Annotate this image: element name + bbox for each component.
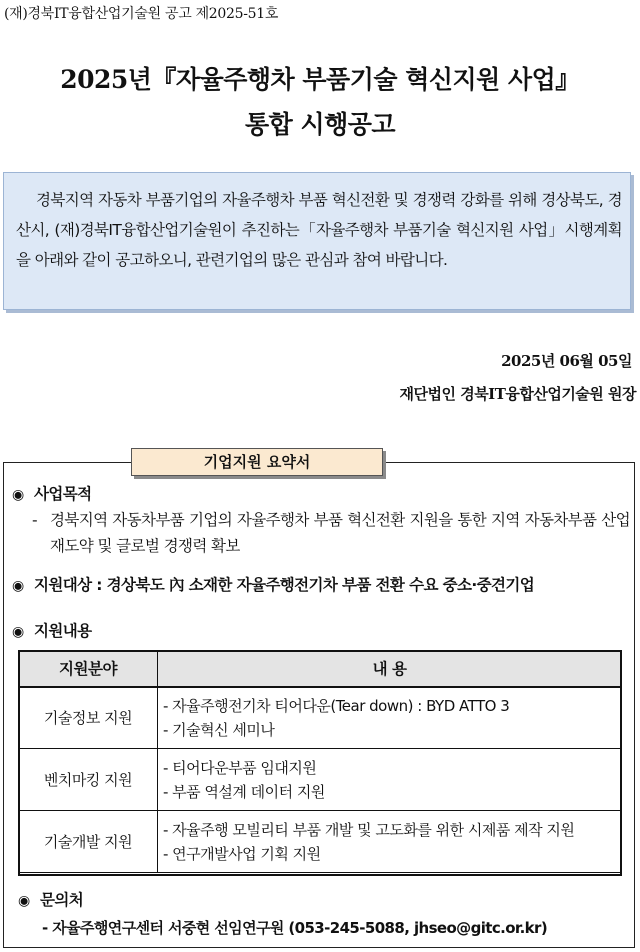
purpose-heading: ◉ 사업목적 <box>12 485 92 503</box>
table-row <box>19 749 622 811</box>
contact-heading: ◉ 문의처 <box>18 891 84 909</box>
table-row <box>19 811 622 873</box>
row-field: 기술정보 지원 <box>19 687 158 749</box>
row-field: 벤치마킹 지원 <box>19 749 158 811</box>
issuer-name: 재단법인 경북IT융합산업기술원 원장 <box>399 385 636 403</box>
header-content: 내 용 <box>158 651 622 687</box>
page-title-line2: 통합 시행공고 <box>244 110 396 139</box>
intro-text: 경북지역 자동차 부품기업의 자율주행차 부품 혁신전환 및 경쟁력 강화를 위해 경상북도, 경산시, (재)경북IT융합산업기술원이 추진하는「자율주행차 부품기술 혁신지원 사업」시행계획을 아래와 같이 공고하오니, 관련기업의 많은 관심과 참여 바랍니다. <box>16 191 622 269</box>
row-item: - 기술혁신 세미나 <box>163 720 275 739</box>
row-item: - 자율주행 모빌리티 부품 개발 및 고도화를 위한 시제품 제작 지원 <box>163 820 575 839</box>
table-header-row <box>19 651 622 687</box>
bullet-icon: ◉ <box>18 893 30 909</box>
header-field: 지원분야 <box>19 651 158 687</box>
bullet-icon: ◉ <box>12 578 24 594</box>
doc-number: (재)경북IT융합산업기술원 공고 제2025-51호 <box>4 6 279 22</box>
target-heading: ◉ 지원대상 : 경상북도 內 소재한 자율주행전기차 부품 전환 수요 중소·중견기업 <box>12 576 535 594</box>
row-field: 기술개발 지원 <box>19 811 158 873</box>
row-item: - 티어다운부품 임대지원 <box>163 758 317 777</box>
purpose-body: 경북지역 자동차부품 기업의 자율주행차 부품 혁신전환 지원을 통한 지역 자동차부품 산업 재도약 및 글로벌 경쟁력 확보 <box>50 511 630 555</box>
purpose-text <box>32 507 630 559</box>
bullet-icon: ◉ <box>12 487 24 503</box>
bullet-icon: ◉ <box>12 624 24 640</box>
dash-marker: - <box>32 511 37 529</box>
summary-title: 기업지원 요약서 <box>131 448 383 476</box>
row-item: - 부품 역설계 데이터 지원 <box>163 782 325 801</box>
table-row <box>19 687 622 749</box>
support-table <box>18 650 622 873</box>
intro-box <box>3 172 631 310</box>
row-content <box>158 749 622 811</box>
row-item: - 연구개발사업 기획 지원 <box>163 844 321 863</box>
content-heading: ◉ 지원내용 <box>12 622 92 640</box>
row-item: - 자율주행전기차 티어다운(Tear down) : BYD ATTO 3 <box>163 696 510 715</box>
row-content <box>158 811 622 873</box>
issue-date: 2025년 06월 05일 <box>501 352 632 370</box>
row-content <box>158 687 622 749</box>
contact-text: - 자율주행연구센터 서중현 선임연구원 (053-245-5088, jhseo@gitc.or.kr) <box>42 919 548 937</box>
page-title-line1: 2025년『자율주행차 부품기술 혁신지원 사업』 <box>60 65 580 94</box>
